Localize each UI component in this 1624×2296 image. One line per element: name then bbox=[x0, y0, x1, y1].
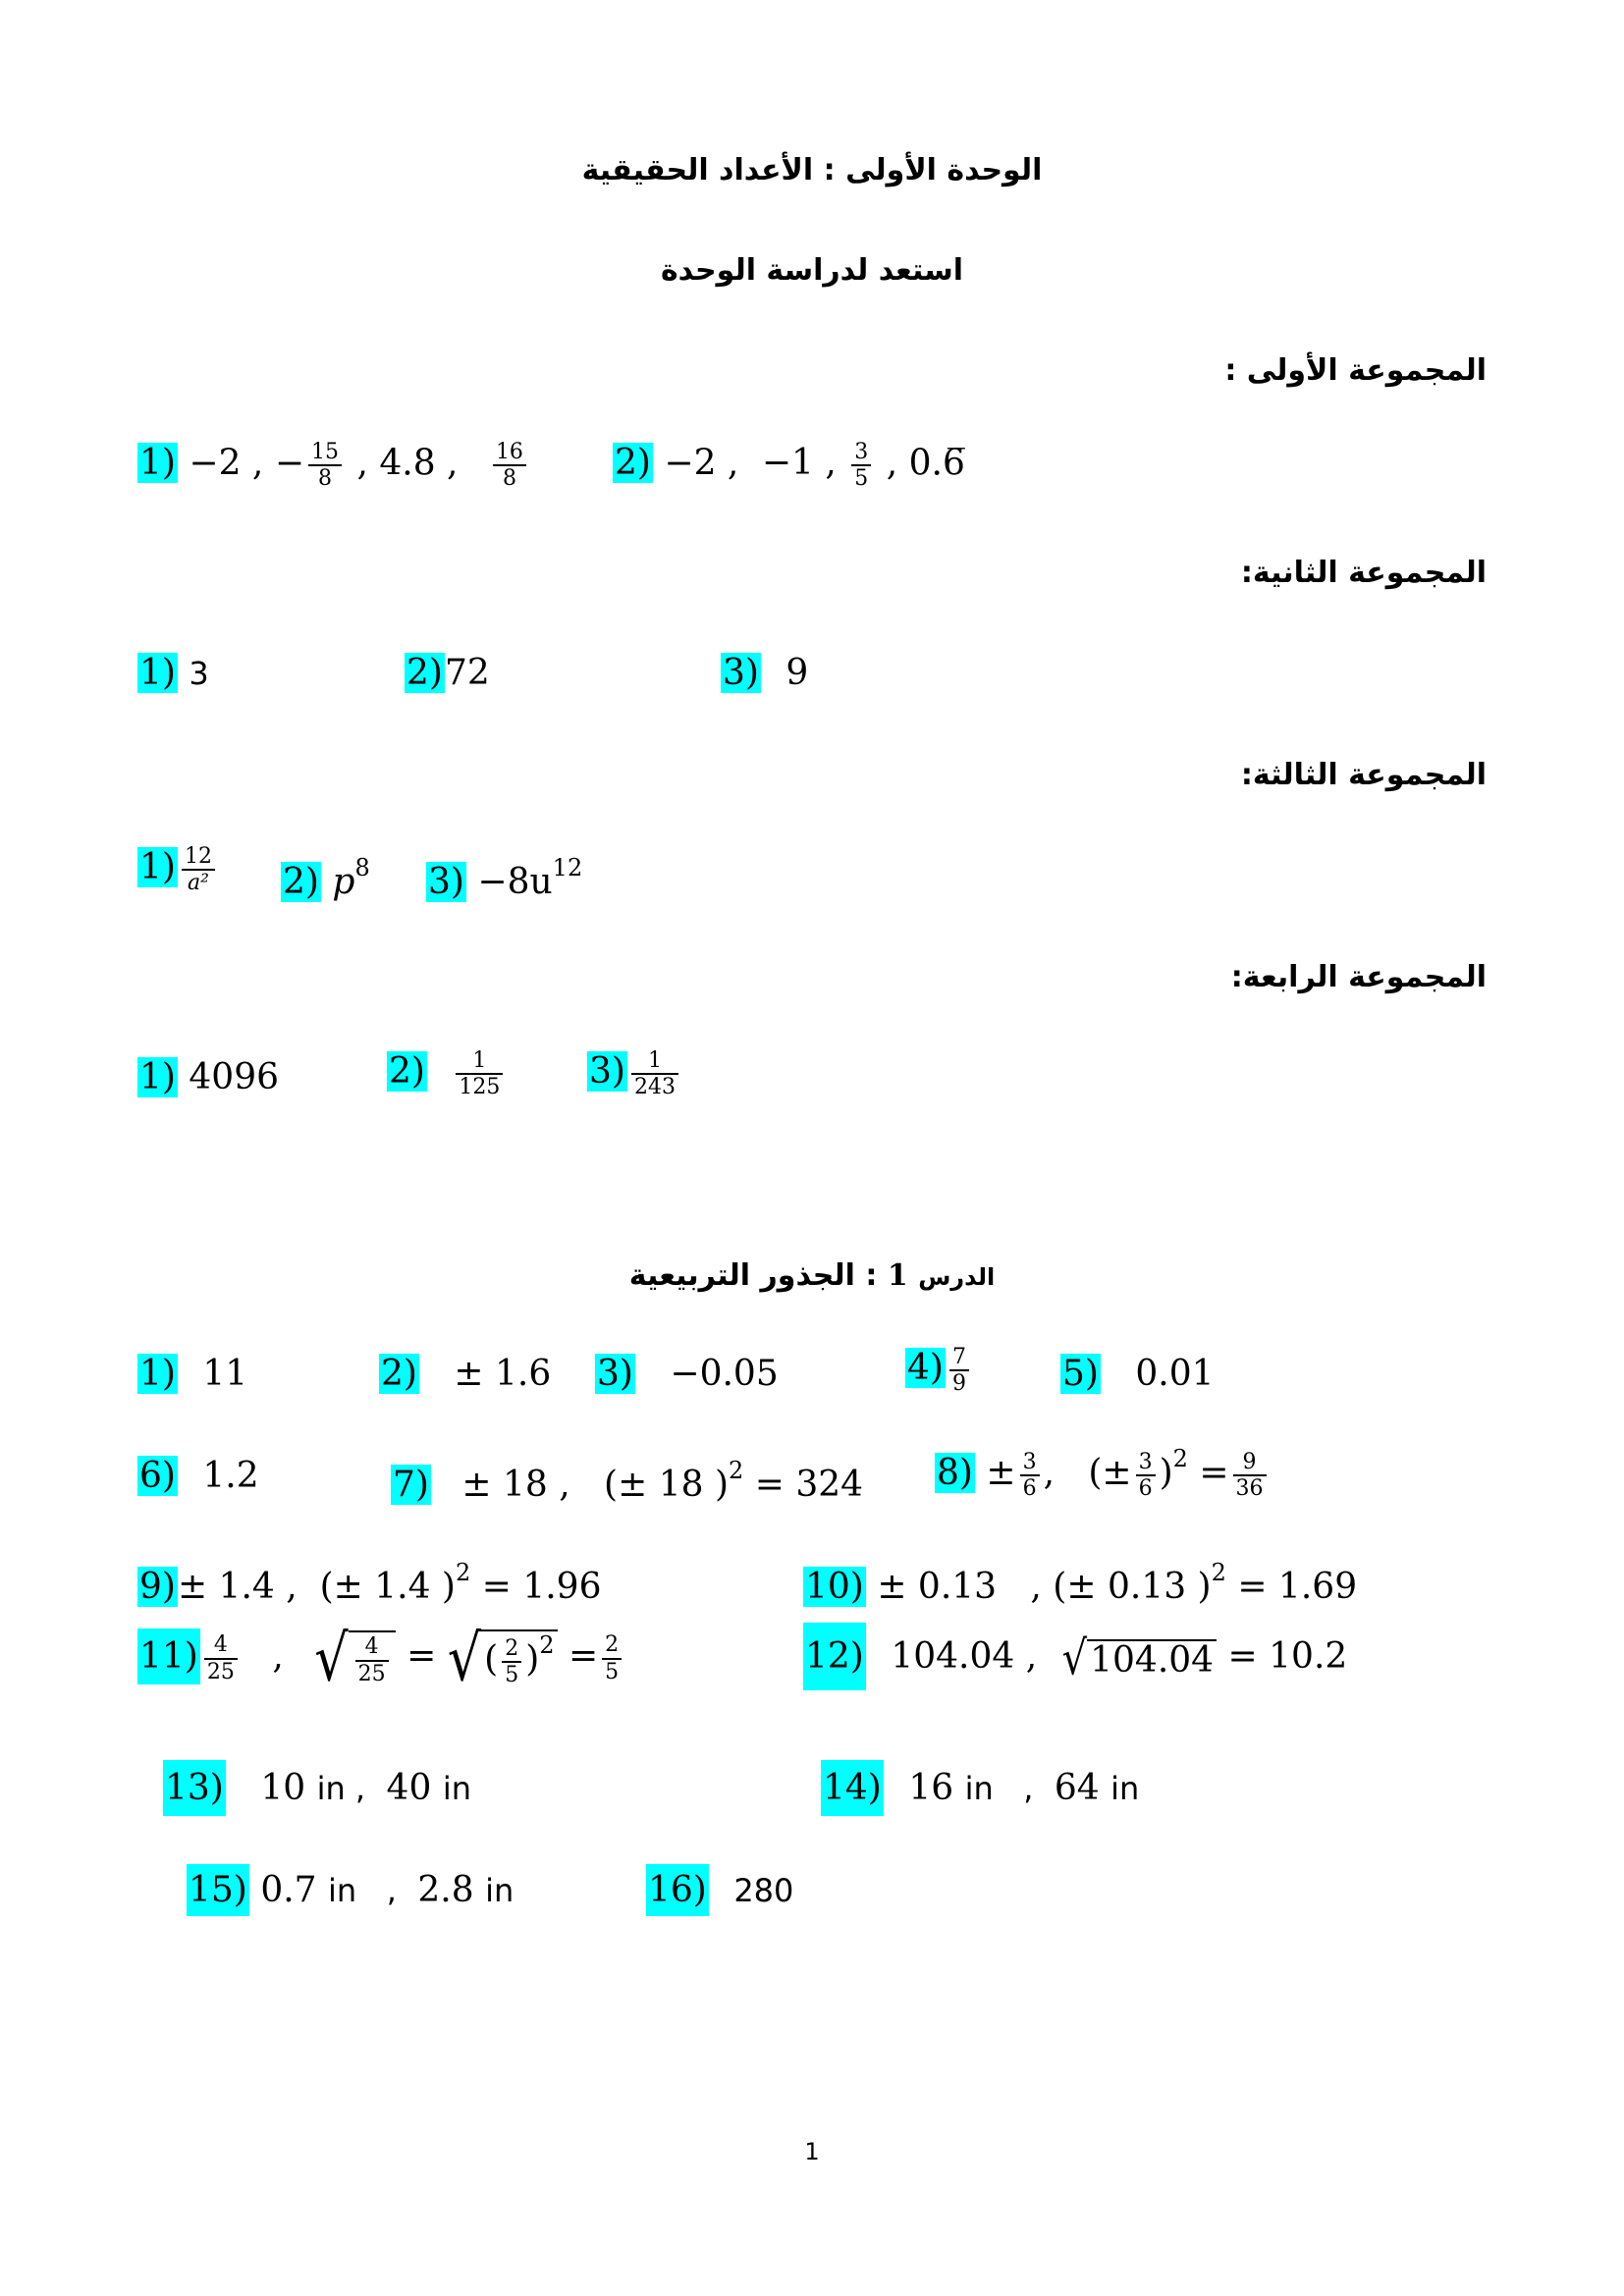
answer-text: , bbox=[272, 1635, 284, 1677]
fraction bbox=[1020, 1450, 1040, 1502]
group4-answer-2 bbox=[387, 1048, 507, 1100]
lesson-answer-11 bbox=[137, 1621, 625, 1695]
group2-answer-1 bbox=[137, 653, 209, 693]
answer-text: ) bbox=[525, 1639, 540, 1680]
question-number: 10) bbox=[805, 1567, 864, 1607]
numerator: 1 bbox=[631, 1048, 678, 1075]
lesson-answer-12 bbox=[803, 1631, 1348, 1686]
answer-text: 9 bbox=[785, 653, 809, 693]
answer-text: = bbox=[568, 1635, 599, 1677]
numerator: 4 bbox=[204, 1632, 238, 1659]
fraction bbox=[456, 1048, 503, 1100]
numerator: 9 bbox=[1233, 1450, 1267, 1476]
exponent: 8 bbox=[354, 854, 370, 881]
answer-text: = bbox=[406, 1635, 437, 1677]
lesson-answer-16 bbox=[646, 1870, 794, 1910]
fraction bbox=[182, 844, 215, 896]
lesson-number: 1 bbox=[887, 1258, 908, 1293]
numerator: 7 bbox=[949, 1345, 969, 1371]
lesson-title: : الجذور التربيعية bbox=[628, 1258, 878, 1293]
numerator: 4 bbox=[355, 1634, 389, 1661]
fraction bbox=[308, 440, 342, 492]
lesson-answer-14 bbox=[821, 1768, 1140, 1808]
numerator: 3 bbox=[1020, 1450, 1040, 1476]
denominator: 8 bbox=[502, 466, 516, 492]
answer-text: 72 bbox=[444, 653, 490, 693]
denominator: 5 bbox=[854, 466, 869, 492]
question-number: 3) bbox=[589, 1051, 625, 1093]
square-root: √104.04 bbox=[1062, 1639, 1217, 1679]
answer-text: , (± bbox=[1043, 1453, 1132, 1493]
lesson-answer-13 bbox=[163, 1768, 471, 1808]
answer-text: ( bbox=[484, 1639, 499, 1680]
numerator: 3 bbox=[851, 440, 871, 466]
answer-text: ) bbox=[1159, 1453, 1173, 1493]
unit-text: in , bbox=[316, 1770, 366, 1807]
lesson-answer-15 bbox=[187, 1870, 514, 1910]
question-number: 2) bbox=[283, 862, 319, 902]
denominator: 243 bbox=[633, 1075, 676, 1100]
group4-heading: المجموعة الرابعة: bbox=[1230, 960, 1487, 994]
lesson-answer-5 bbox=[1060, 1354, 1215, 1394]
question-number: 5) bbox=[1062, 1354, 1099, 1394]
lesson-word: الدرس bbox=[918, 1263, 996, 1291]
fraction bbox=[631, 1048, 678, 1100]
answer-text: −2 , bbox=[189, 443, 264, 484]
group3-heading: المجموعة الثالثة: bbox=[1240, 758, 1487, 792]
answer-text: 104.04 bbox=[1087, 1639, 1217, 1679]
group1-answer-2 bbox=[613, 440, 965, 492]
lesson-answer-4 bbox=[905, 1345, 973, 1397]
lesson-heading bbox=[0, 1258, 1624, 1293]
group1-heading: المجموعة الأولى : bbox=[1224, 353, 1487, 388]
group2-answer-3 bbox=[721, 653, 809, 693]
question-number: 2) bbox=[615, 443, 651, 484]
question-number: 12) bbox=[803, 1623, 866, 1690]
question-number: 3) bbox=[428, 862, 464, 902]
answer-text: = 10.2 bbox=[1227, 1636, 1348, 1677]
group2-heading: المجموعة الثانية: bbox=[1240, 556, 1487, 590]
question-number: 11) bbox=[137, 1629, 200, 1684]
answer-text: 16 bbox=[908, 1768, 954, 1808]
group3-answer-1 bbox=[137, 844, 219, 896]
denominator: 25 bbox=[206, 1659, 235, 1684]
group4-answer-1 bbox=[137, 1057, 280, 1097]
answer-text: ± 1.4 , (± 1.4 ) bbox=[177, 1567, 456, 1607]
answer-text: 1.2 bbox=[202, 1456, 259, 1496]
answer-text: −2 , bbox=[664, 443, 739, 484]
denominator: 6 bbox=[1138, 1476, 1153, 1501]
group3-answer-3 bbox=[426, 856, 582, 900]
unit-text: in bbox=[485, 1872, 514, 1909]
answer-text: ± 18 , (± 18 ) bbox=[461, 1465, 729, 1505]
group4-answer-3 bbox=[587, 1048, 682, 1100]
question-number: 14) bbox=[821, 1760, 884, 1816]
square-root: √( $\frac{2}{5}$ )$^2$ bbox=[448, 1629, 558, 1687]
question-number: 16) bbox=[646, 1864, 709, 1916]
fraction bbox=[851, 440, 871, 492]
page-title: الوحدة الأولى : الأعداد الحقيقية bbox=[581, 153, 1043, 187]
answer-text: , 0.6̅ bbox=[886, 443, 965, 484]
answer-text: −1 , bbox=[761, 443, 837, 484]
denominator: 36 bbox=[1235, 1476, 1264, 1501]
answer-text: 40 bbox=[386, 1768, 432, 1808]
question-number: 1) bbox=[139, 653, 176, 693]
denominator: 6 bbox=[1022, 1476, 1037, 1501]
fraction bbox=[204, 1632, 238, 1684]
group3-answer-2 bbox=[281, 856, 370, 900]
numerator: 16 bbox=[493, 440, 526, 466]
denominator: 5 bbox=[605, 1659, 620, 1684]
lesson-answer-3 bbox=[595, 1354, 779, 1394]
answer-text: 64 bbox=[1054, 1768, 1100, 1808]
lesson-answer-6 bbox=[137, 1456, 259, 1496]
question-number: 2) bbox=[381, 1354, 417, 1394]
answer-text: ± 0.13 , (± 0.13 ) bbox=[877, 1567, 1212, 1607]
denominator: 8 bbox=[318, 466, 332, 492]
lesson-answer-7 bbox=[391, 1459, 863, 1503]
fraction bbox=[949, 1345, 969, 1397]
answer-text: 10 bbox=[260, 1768, 306, 1808]
answer-text: 104.04 , bbox=[891, 1636, 1038, 1677]
question-number: 1) bbox=[139, 847, 176, 888]
answer-text: = 324 bbox=[754, 1465, 864, 1505]
answer-text: 0.01 bbox=[1135, 1354, 1215, 1394]
question-number: 2) bbox=[389, 1051, 425, 1093]
fraction bbox=[493, 440, 526, 492]
group2-answer-2 bbox=[405, 653, 490, 693]
answer-text: = 1.69 bbox=[1237, 1567, 1358, 1607]
unit-text: in , bbox=[964, 1770, 1034, 1807]
fraction bbox=[502, 1636, 521, 1688]
question-number: 1) bbox=[139, 1354, 176, 1394]
answer-text: 4096 bbox=[189, 1057, 280, 1097]
question-number: 3) bbox=[597, 1354, 633, 1394]
exponent: 2 bbox=[539, 1631, 555, 1659]
question-number: 3) bbox=[723, 653, 759, 693]
answer-text: p bbox=[332, 862, 355, 902]
unit-text: in bbox=[442, 1770, 471, 1807]
answer-text: 11 bbox=[202, 1354, 248, 1394]
question-number: 2) bbox=[406, 653, 443, 693]
fraction bbox=[602, 1632, 622, 1684]
exponent: 2 bbox=[1172, 1445, 1188, 1472]
question-number: 1) bbox=[139, 1057, 176, 1097]
exponent: 12 bbox=[552, 854, 583, 881]
denominator: 9 bbox=[951, 1371, 966, 1397]
denominator: 125 bbox=[459, 1075, 501, 1100]
fraction bbox=[355, 1634, 389, 1686]
numerator: 15 bbox=[308, 440, 342, 466]
fraction bbox=[1233, 1450, 1267, 1502]
question-number: 15) bbox=[187, 1864, 249, 1916]
denominator: 5 bbox=[505, 1663, 519, 1687]
fraction bbox=[1136, 1450, 1156, 1502]
lesson-answer-10 bbox=[803, 1561, 1357, 1605]
answer-text: −0.05 bbox=[670, 1354, 779, 1394]
unit-text: in , bbox=[328, 1872, 397, 1909]
square-root: √ $\frac{4}{25}$ bbox=[314, 1630, 395, 1686]
answer-text: ± 1.6 bbox=[454, 1354, 552, 1394]
denominator: a² bbox=[187, 871, 209, 896]
question-number: 9) bbox=[139, 1567, 176, 1607]
lesson-answer-2 bbox=[379, 1354, 552, 1394]
answer-text: 3 bbox=[189, 655, 209, 692]
answer-text: 2.8 bbox=[417, 1870, 474, 1910]
answer-text: = 1.96 bbox=[481, 1567, 602, 1607]
page-number: 1 bbox=[804, 2138, 820, 2165]
numerator: 12 bbox=[182, 844, 215, 871]
unit-text: in bbox=[1110, 1770, 1140, 1807]
exponent: 2 bbox=[1211, 1559, 1226, 1586]
question-number: 8) bbox=[937, 1453, 973, 1493]
denominator: 25 bbox=[357, 1661, 386, 1686]
answer-text: −8u bbox=[477, 862, 553, 902]
question-number: 7) bbox=[393, 1465, 429, 1505]
numerator: 2 bbox=[602, 1632, 622, 1659]
numerator: 2 bbox=[502, 1636, 521, 1663]
answer-text: , 4.8 , bbox=[356, 443, 459, 484]
lesson-answer-8 bbox=[935, 1447, 1271, 1501]
answer-text: 0.7 bbox=[260, 1870, 317, 1910]
question-number: 1) bbox=[139, 443, 176, 484]
lesson-answer-9 bbox=[137, 1561, 601, 1605]
question-number: 13) bbox=[163, 1760, 226, 1816]
question-number: 4) bbox=[907, 1348, 944, 1389]
lesson-answer-1 bbox=[137, 1354, 248, 1394]
page-subtitle: استعد لدراسة الوحدة bbox=[660, 253, 964, 288]
answer-text: = bbox=[1199, 1453, 1229, 1493]
answer-text: ± bbox=[986, 1453, 1016, 1493]
numerator: 3 bbox=[1136, 1450, 1156, 1476]
answer-text: − bbox=[274, 443, 304, 484]
question-number: 6) bbox=[139, 1456, 176, 1496]
answer-text: 280 bbox=[733, 1872, 794, 1909]
numerator: 1 bbox=[456, 1048, 503, 1075]
exponent: 2 bbox=[729, 1457, 744, 1484]
group1-answer-1 bbox=[137, 440, 530, 492]
exponent: 2 bbox=[455, 1559, 471, 1586]
